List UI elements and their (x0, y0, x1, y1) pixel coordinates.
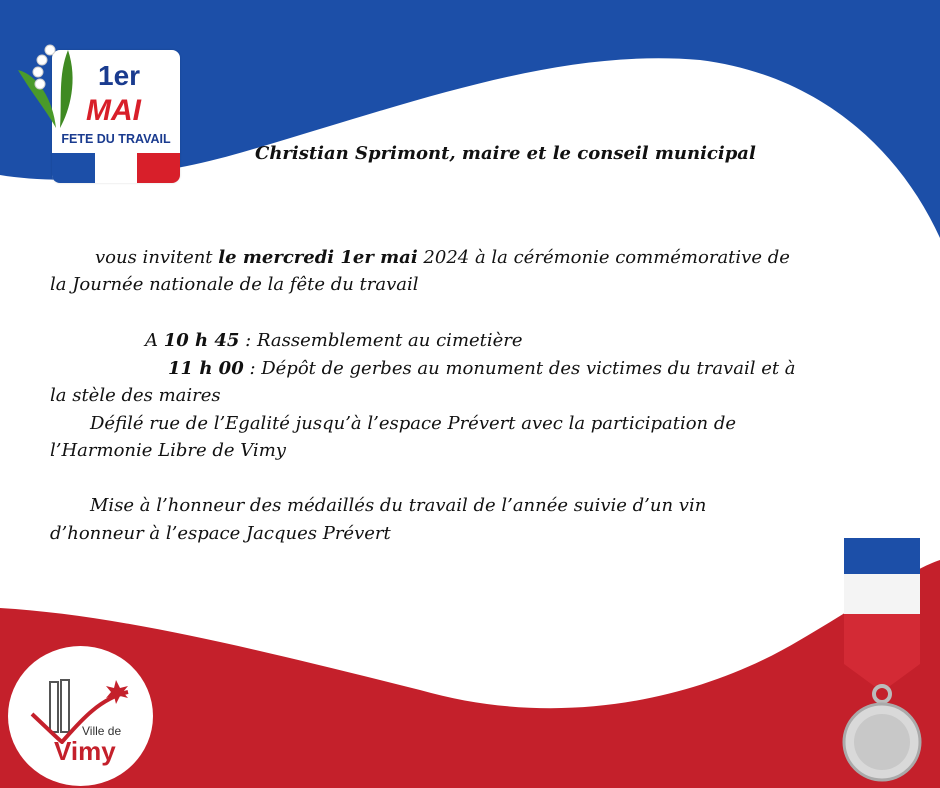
program-line-5: l’Harmonie Libre de Vimy (50, 440, 286, 461)
program-line-4: Défilé rue de l’Egalité jusqu’à l’espace Prévert avec la participation de (90, 413, 737, 434)
badge-flag (52, 153, 180, 183)
program-line-3: la stèle des maires (50, 385, 221, 406)
invitation-line-2: la Journée nationale de la fête du travail (50, 274, 419, 295)
badge-mai: MAI (86, 94, 141, 127)
badge-number: 1er (98, 60, 141, 91)
badge-fete: FETE DU TRAVAIL (61, 132, 171, 146)
invitation-line-1: vous invitent le mercredi 1er mai 2024 à la cérémonie commémorative de (95, 247, 790, 268)
heading: Christian Sprimont, maire et le conseil municipal (255, 143, 756, 164)
program-line-6: Mise à l’honneur des médaillés du travail de l’année suivie d’un vin (90, 495, 707, 516)
program-line-1: A 10 h 45 : Rassemblement au cimetière (145, 330, 523, 351)
program-line-7: d’honneur à l’espace Jacques Prévert (50, 523, 391, 544)
medal-icon (828, 538, 936, 783)
ville-de-vimy-logo (8, 646, 153, 786)
program-line-2: 11 h 00 : Dépôt de gerbes au monument des victimes du travail et à (168, 358, 796, 379)
vimy-name: Vimy (54, 736, 116, 766)
vimy-ville-de: Ville de (82, 724, 122, 738)
lily-of-the-valley-icon (8, 40, 88, 130)
